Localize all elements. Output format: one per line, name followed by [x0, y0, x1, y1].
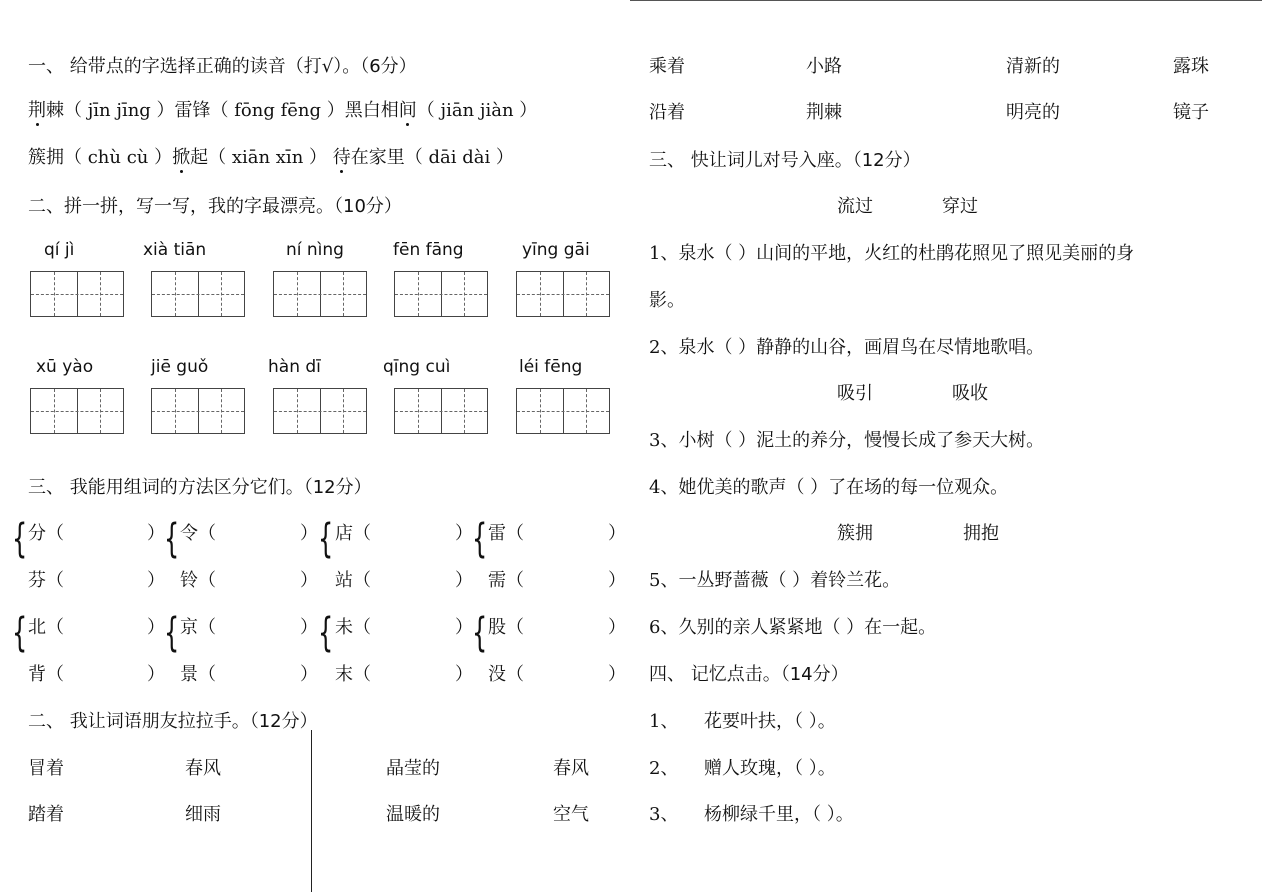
close-paren: ）	[608, 664, 626, 685]
memory-num: 2、	[649, 758, 679, 779]
dotted-char: 间	[398, 100, 417, 121]
word-pair-a: 京（	[180, 617, 216, 638]
option-word: 穿过	[942, 196, 978, 217]
brace-icon: {	[318, 610, 334, 656]
option-word: 吸引	[837, 383, 873, 404]
close-paren: ）	[300, 617, 318, 638]
close-paren: ）	[147, 523, 165, 544]
pinyin-label: yīng gāi	[522, 240, 590, 260]
word-pair-a: 令（	[180, 523, 216, 544]
word-pair-b: 末（	[335, 664, 371, 685]
brace-icon: {	[164, 610, 180, 656]
pinyin-label: ní nìng	[286, 240, 344, 260]
writing-box[interactable]	[516, 388, 610, 434]
match-word[interactable]: 明亮的	[1006, 102, 1060, 123]
writing-box[interactable]	[273, 271, 367, 317]
match-word[interactable]: 踏着	[28, 804, 64, 825]
close-paren: ）	[147, 570, 165, 591]
writing-box[interactable]	[273, 388, 367, 434]
line-text: 簇拥（ chù cù ）	[28, 147, 173, 168]
divider	[311, 730, 312, 892]
question-4: 4、她优美的歌声（ ）了在场的每一位观众。	[649, 477, 1009, 498]
writing-box[interactable]	[151, 271, 245, 317]
question-5: 5、一丛野蔷薇（ ）着铃兰花。	[649, 570, 901, 591]
memory-item: 杨柳绿千里，（ ）。	[704, 804, 854, 825]
close-paren: ）	[455, 617, 473, 638]
writing-box[interactable]	[394, 271, 488, 317]
question-6: 6、久别的亲人紧紧地（ ）在一起。	[649, 617, 937, 638]
section-5-title: 三、 快让词儿对号入座。（12分）	[649, 150, 921, 171]
option-word: 流过	[837, 196, 873, 217]
pinyin-label: qí jì	[44, 240, 75, 260]
word-pair-a: 未（	[335, 617, 371, 638]
top-rule	[630, 0, 1262, 1]
match-word[interactable]: 空气	[553, 804, 589, 825]
word-pair-a: 店（	[335, 523, 371, 544]
word-pair-b: 没（	[488, 664, 524, 685]
pinyin-label: qīng cuì	[383, 357, 451, 377]
section-1-line-2	[28, 143, 514, 169]
section-1-line-1	[28, 96, 537, 122]
question-1: 1、泉水（ ）山间的平地，火红的杜鹃花照见了照见美丽的身	[649, 243, 1135, 264]
close-paren: ）	[455, 523, 473, 544]
pinyin-label: hàn dī	[268, 357, 321, 377]
memory-num: 3、	[649, 804, 679, 825]
question-1-cont: 影。	[649, 290, 685, 311]
match-word[interactable]: 清新的	[1006, 56, 1060, 77]
section-1-title: 一、 给带点的字选择正确的读音（打√）。（6分）	[28, 56, 417, 77]
word-pair-a: 雷（	[488, 523, 524, 544]
close-paren: ）	[300, 523, 318, 544]
brace-icon: {	[12, 610, 28, 656]
line-text: 在家里（ dāi dài ）	[350, 147, 514, 168]
pinyin-label: léi fēng	[519, 357, 583, 377]
match-word[interactable]: 温暖的	[386, 804, 440, 825]
match-word[interactable]: 春风	[553, 758, 589, 779]
word-pair-b: 芬（	[28, 570, 64, 591]
close-paren: ）	[455, 664, 473, 685]
brace-icon: {	[12, 516, 28, 562]
section-2-title: 二、拼一拼，写一写，我的字最漂亮。（10分）	[28, 196, 402, 217]
section-3-title: 三、 我能用组词的方法区分它们。（12分）	[28, 477, 372, 498]
close-paren: ）	[300, 570, 318, 591]
match-word[interactable]: 晶莹的	[386, 758, 440, 779]
line-text: 棘（ jīn jīng ）雷锋（ fōng fēng ）黑白相	[46, 100, 399, 121]
writing-box[interactable]	[30, 271, 124, 317]
dotted-char: 待	[332, 147, 351, 168]
brace-icon: {	[472, 516, 488, 562]
pinyin-label: fēn fāng	[393, 240, 464, 260]
match-word[interactable]: 细雨	[185, 804, 221, 825]
option-word: 拥抱	[963, 523, 999, 544]
memory-item: 赠人玫瑰，（ ）。	[704, 758, 836, 779]
close-paren: ）	[300, 664, 318, 685]
word-pair-b: 铃（	[180, 570, 216, 591]
section-4-title: 二、 我让词语朋友拉拉手。（12分）	[28, 711, 318, 732]
brace-icon: {	[318, 516, 334, 562]
memory-item: 花要叶扶，（ ）。	[704, 711, 836, 732]
match-word[interactable]: 露珠	[1173, 56, 1209, 77]
close-paren: ）	[608, 523, 626, 544]
word-pair-b: 站（	[335, 570, 371, 591]
writing-box[interactable]	[151, 388, 245, 434]
match-word[interactable]: 荆棘	[806, 102, 842, 123]
pinyin-label: xià tiān	[143, 240, 207, 260]
dotted-char: 掀	[172, 147, 191, 168]
close-paren: ）	[147, 664, 165, 685]
word-pair-a: 北（	[28, 617, 64, 638]
pinyin-label: xū yào	[36, 357, 94, 377]
word-pair-a: 股（	[488, 617, 524, 638]
question-3: 3、小树（ ）泥土的养分，慢慢长成了参天大树。	[649, 430, 1045, 451]
close-paren: ）	[608, 617, 626, 638]
option-word: 吸收	[952, 383, 988, 404]
match-word[interactable]: 小路	[806, 56, 842, 77]
memory-num: 1、	[649, 711, 679, 732]
word-pair-a: 分（	[28, 523, 64, 544]
word-pair-b: 景（	[180, 664, 216, 685]
match-word[interactable]: 冒着	[28, 758, 64, 779]
writing-box[interactable]	[30, 388, 124, 434]
pinyin-label: jiē guǒ	[151, 357, 209, 377]
close-paren: ）	[147, 617, 165, 638]
section-6-title: 四、 记忆点击。（14分）	[649, 664, 849, 685]
dotted-char: 荆	[28, 100, 46, 121]
brace-icon: {	[164, 516, 180, 562]
close-paren: ）	[608, 570, 626, 591]
match-word[interactable]: 乘着	[649, 56, 685, 77]
writing-box[interactable]	[394, 388, 488, 434]
brace-icon: {	[472, 610, 488, 656]
match-word[interactable]: 春风	[185, 758, 221, 779]
close-paren: ）	[455, 570, 473, 591]
word-pair-b: 背（	[28, 664, 64, 685]
option-word: 簇拥	[837, 523, 873, 544]
word-pair-b: 需（	[488, 570, 524, 591]
match-word[interactable]: 镜子	[1173, 102, 1209, 123]
match-word[interactable]: 沿着	[649, 102, 685, 123]
writing-box[interactable]	[516, 271, 610, 317]
question-2: 2、泉水（ ）静静的山谷，画眉鸟在尽情地歌唱。	[649, 337, 1045, 358]
line-text: （ jiān jiàn ）	[416, 100, 538, 121]
line-text: 起（ xiān xīn ）	[190, 147, 333, 168]
